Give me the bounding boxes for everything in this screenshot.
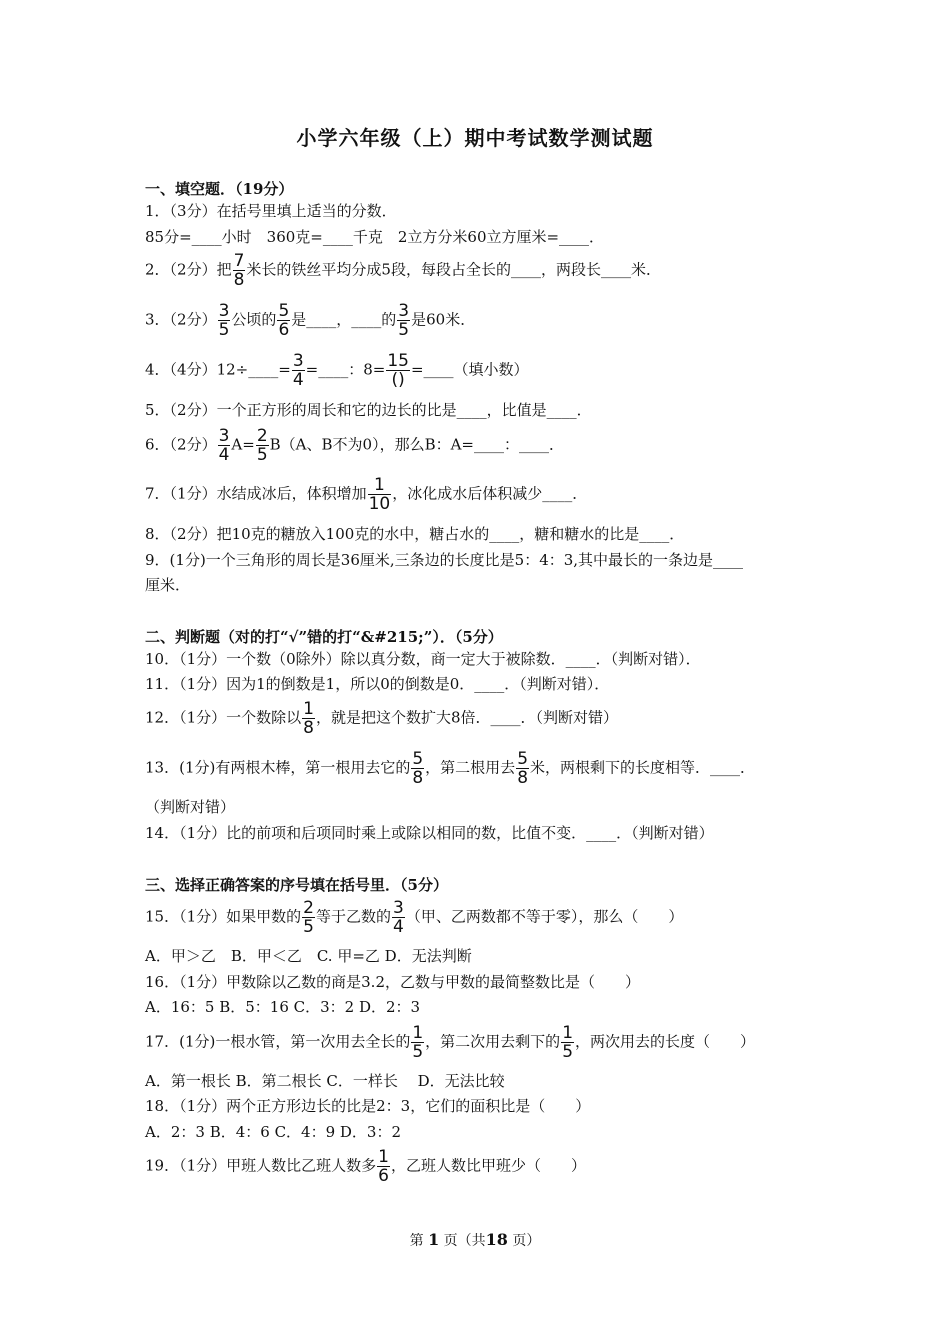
fraction-3-4: $\frac{3}{4}$ bbox=[292, 351, 304, 390]
question-17-text-b: ，第二次用去剩下的 bbox=[425, 1032, 561, 1051]
footer-suffix: 页） bbox=[512, 1233, 541, 1249]
question-9: 9．(1分)一个三角形的周长是36厘米,三条边的长度比是5：4：3,其中最长的一条边是____ bbox=[145, 551, 744, 569]
fraction-3-5: $\frac{3}{5}$ bbox=[398, 301, 410, 340]
question-15-text-a: 15．（1分）如果甲数的 bbox=[145, 907, 302, 926]
question-13-text-b: ，第二根用去 bbox=[425, 758, 516, 777]
fraction-3-5: $\frac{3}{5}$ bbox=[218, 301, 230, 340]
question-13 bbox=[145, 750, 755, 787]
question-12-text-b: ，就是把这个数扩大8倍．____．（判断对错） bbox=[315, 708, 619, 727]
fraction-7-8: $\frac{7}{8}$ bbox=[233, 251, 245, 290]
question-13-continued: （判断对错） bbox=[145, 798, 236, 816]
question-2-text-a: 2．（2分）把 bbox=[145, 260, 232, 279]
fraction-3-4: $\frac{3}{4}$ bbox=[218, 426, 230, 465]
section-heading-true-false: 二、判断题（对的打“√”错的打“&#215;”）．（5分） bbox=[145, 628, 503, 646]
footer-page-number: 1 bbox=[428, 1230, 440, 1249]
question-17-text-c: ，两次用去的长度（ ） bbox=[575, 1032, 756, 1051]
page-title: 小学六年级（上）期中考试数学测试题 bbox=[296, 126, 654, 150]
question-15-text-c: （甲、乙两数都不等于零），那么（ ） bbox=[405, 907, 684, 926]
question-6-text-c: B（A、B不为0），那么B：A=____：____． bbox=[269, 435, 565, 454]
question-12-text-a: 12．（1分）一个数除以 bbox=[145, 708, 302, 727]
question-16: 16．（1分）甲数除以乙数的商是3.2，乙数与甲数的最简整数比是（ ） bbox=[145, 973, 640, 991]
fraction-2-5: $\frac{2}{5}$ bbox=[256, 426, 268, 465]
question-11: 11．（1分）因为1的倒数是1，所以0的倒数是0．____．（判断对错）． bbox=[145, 675, 610, 693]
question-19-text-b: ，乙班人数比甲班少（ ） bbox=[390, 1156, 586, 1175]
question-5: 5．（2分）一个正方形的周长和它的边长的比是____，比值是____． bbox=[145, 401, 592, 419]
question-7-text-b: ，冰化成水后体积减少____． bbox=[392, 484, 588, 503]
question-4-text-a: 4．（4分）12÷____= bbox=[145, 360, 291, 379]
fraction-3-4: $\frac{3}{4}$ bbox=[392, 898, 404, 937]
fraction-1-8: $\frac{1}{8}$ bbox=[303, 699, 314, 738]
fraction-1-5: $\frac{1}{5}$ bbox=[412, 1023, 424, 1062]
question-3-text-b: 公顷的 bbox=[231, 310, 277, 329]
footer-prefix: 第 bbox=[409, 1233, 424, 1249]
question-3-text-d: 是60米． bbox=[411, 310, 476, 329]
question-4-text-b: =____：8= bbox=[305, 360, 386, 379]
question-18: 18．（1分）两个正方形边长的比是2：3，它们的面积比是（ ） bbox=[145, 1097, 591, 1115]
question-3 bbox=[145, 302, 475, 339]
question-6-text-a: 6．（2分） bbox=[145, 435, 217, 454]
fraction-15-blank: $\frac{15}{()}$ bbox=[387, 351, 409, 390]
question-17-text-a: 17．(1分)一根水管，第一次用去全长的 bbox=[145, 1032, 411, 1051]
question-3-text-a: 3．（2分） bbox=[145, 310, 217, 329]
question-15 bbox=[145, 899, 683, 936]
fraction-1-6: $\frac{1}{6}$ bbox=[378, 1147, 389, 1186]
fraction-5-8: $\frac{5}{8}$ bbox=[517, 749, 529, 788]
question-7 bbox=[145, 476, 587, 513]
question-2-text-b: 米长的铁丝平均分成5段，每段占全长的____，两段长____米． bbox=[246, 260, 661, 279]
section-heading-fill-blank: 一、填空题．（19分） bbox=[145, 180, 294, 198]
question-15-text-b: 等于乙数的 bbox=[315, 907, 391, 926]
question-12 bbox=[145, 700, 618, 737]
question-17-options: A．第一根长 B．第二根长 C．一样长 D．无法比较 bbox=[145, 1072, 505, 1090]
section-heading-multiple-choice: 三、选择正确答案的序号填在括号里．（5分） bbox=[145, 876, 448, 894]
question-15-options: A．甲＞乙 B．甲＜乙 C. 甲=乙 D．无法判断 bbox=[145, 947, 472, 965]
question-13-text-c: 米，两根剩下的长度相等．____． bbox=[530, 758, 756, 777]
question-16-options: A．16：5 B．5：16 C．3：2 D．2：3 bbox=[145, 998, 421, 1016]
question-14: 14．（1分）比的前项和后项同时乘上或除以相同的数，比值不变．____．（判断对错） bbox=[145, 824, 714, 842]
question-7-text-a: 7．（1分）水结成冰后，体积增加 bbox=[145, 484, 367, 503]
footer-middle: 页（共 bbox=[443, 1233, 486, 1249]
question-8: 8．（2分）把10克的糖放入100克的水中，糖占水的____，糖和糖水的比是____． bbox=[145, 525, 685, 543]
question-18-options: A．2：3 B．4：6 C．4：9 D．3：2 bbox=[145, 1123, 402, 1141]
page-footer bbox=[0, 1230, 950, 1250]
question-2 bbox=[145, 252, 661, 289]
fraction-5-8: $\frac{5}{8}$ bbox=[412, 749, 424, 788]
question-10: 10．（1分）一个数（0除外）除以真分数，商一定大于被除数．____．（判断对错）． bbox=[145, 650, 701, 668]
question-1: 1．（3分）在括号里填上适当的分数． bbox=[145, 202, 397, 220]
question-4 bbox=[145, 352, 529, 389]
question-13-text-a: 13．(1分)有两根木棒，第一根用去它的 bbox=[145, 758, 411, 777]
question-6-text-b: A= bbox=[231, 435, 255, 454]
question-17 bbox=[145, 1024, 755, 1061]
question-6 bbox=[145, 427, 564, 464]
fraction-1-10: $\frac{1}{10}$ bbox=[368, 475, 391, 514]
question-4-text-c: =____（填小数） bbox=[410, 360, 529, 379]
fraction-2-5: $\frac{2}{5}$ bbox=[303, 898, 314, 937]
question-3-text-c: 是____，____的 bbox=[291, 310, 397, 329]
footer-total-pages: 18 bbox=[485, 1230, 508, 1249]
fraction-5-6: $\frac{5}{6}$ bbox=[278, 301, 290, 340]
question-1-items: 85分=____小时 360克=____千克 2立方分米60立方厘米=____． bbox=[145, 228, 605, 246]
fraction-1-5: $\frac{1}{5}$ bbox=[562, 1023, 574, 1062]
question-19 bbox=[145, 1148, 586, 1185]
question-9-continued: 厘米． bbox=[145, 576, 191, 594]
question-19-text-a: 19．（1分）甲班人数比乙班人数多 bbox=[145, 1156, 377, 1175]
